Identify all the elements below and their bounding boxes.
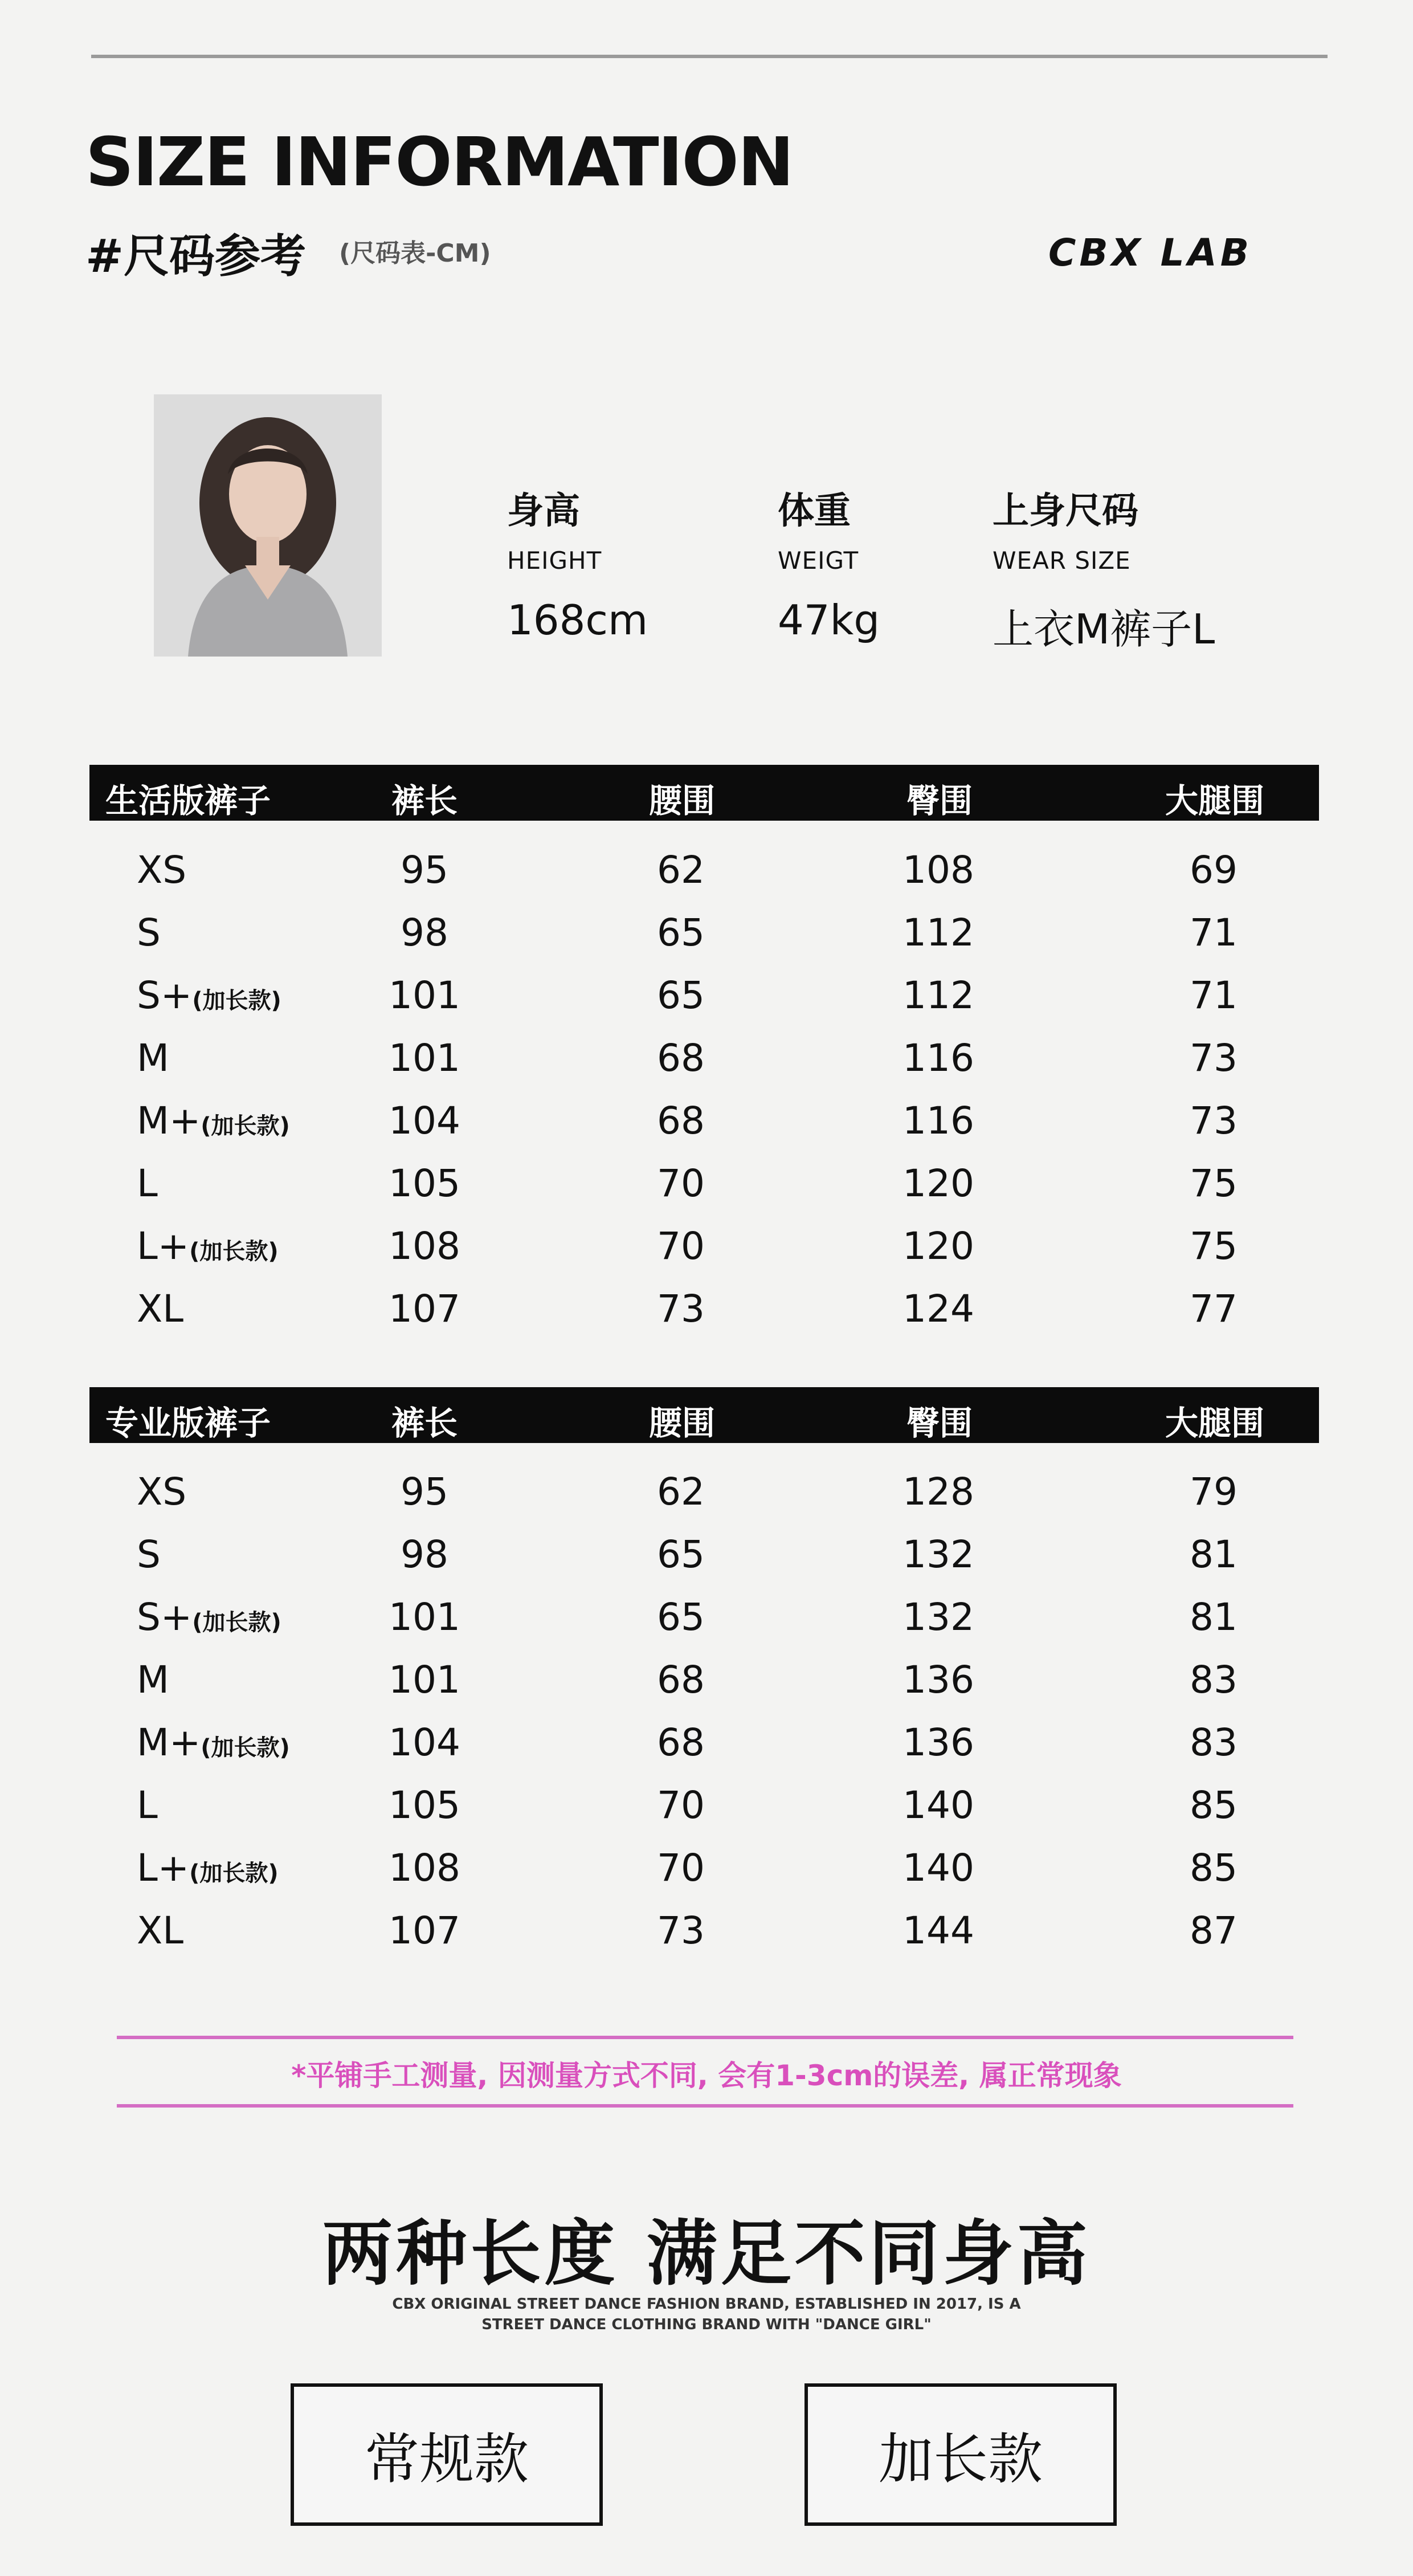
size-suffix: (加长款) [201, 1113, 290, 1139]
size-label: XL [137, 1909, 183, 1953]
size-suffix: (加长款) [192, 1609, 281, 1636]
wear-size-value: 上衣M裤子L [993, 605, 1215, 653]
waist-cell: 70 [657, 1846, 705, 1890]
size-label: S [137, 911, 161, 955]
hip-cell: 108 [902, 848, 974, 892]
header-length: 裤长 [391, 1404, 458, 1442]
hip-cell: 120 [902, 1224, 974, 1268]
hip-cell: 140 [902, 1783, 974, 1827]
length-cell: 101 [389, 973, 460, 1017]
header-waist: 腰围 [648, 781, 716, 820]
header-waist: 腰围 [648, 1404, 716, 1442]
long-style-button[interactable]: 加长款 [804, 2383, 1117, 2526]
hip-cell: 136 [902, 1721, 974, 1764]
size-label: L [137, 1161, 158, 1205]
size-cell [137, 1783, 158, 1827]
length-cell: 104 [389, 1099, 460, 1143]
waist-cell: 73 [657, 1287, 705, 1331]
thigh-cell: 69 [1190, 848, 1238, 892]
thigh-cell: 73 [1190, 1099, 1238, 1143]
length-banner: 两种长度 满足不同身高 [322, 2213, 1091, 2295]
size-cell [137, 1161, 158, 1205]
page-title: SIZE INFORMATION [85, 123, 793, 201]
waist-cell: 65 [657, 1595, 705, 1639]
length-cell: 95 [401, 848, 448, 892]
table-header-pro [89, 1387, 1319, 1443]
waist-cell: 73 [657, 1909, 705, 1953]
thigh-cell: 77 [1190, 1287, 1238, 1331]
height-label: 身高 [507, 490, 580, 532]
table-row [0, 1783, 1413, 1846]
hip-cell: 112 [902, 973, 974, 1017]
waist-cell: 62 [657, 848, 705, 892]
size-label: M [137, 1658, 169, 1702]
size-label: S [137, 1532, 161, 1576]
hip-cell: 120 [902, 1161, 974, 1205]
unit-note: (尺码表-CM) [339, 239, 491, 268]
size-label: XL [137, 1287, 183, 1331]
table-row [0, 911, 1413, 973]
size-cell [137, 1721, 290, 1764]
size-cell [137, 911, 161, 955]
length-cell: 105 [389, 1161, 460, 1205]
thigh-cell: 85 [1190, 1846, 1238, 1890]
height-value: 168cm [507, 596, 648, 644]
size-cell [137, 1909, 183, 1953]
length-cell: 101 [389, 1595, 460, 1639]
hip-cell: 112 [902, 911, 974, 955]
size-label: M+ [137, 1721, 201, 1764]
length-cell: 107 [389, 1909, 460, 1953]
table-row [0, 1595, 1413, 1658]
size-suffix: (加长款) [192, 988, 281, 1014]
header-length: 裤长 [391, 781, 458, 820]
model-photo [154, 394, 382, 657]
brand-description [0, 2294, 1413, 2335]
model-wear-size [993, 482, 1215, 655]
thigh-cell: 83 [1190, 1658, 1238, 1702]
thigh-cell: 85 [1190, 1783, 1238, 1827]
waist-cell: 70 [657, 1224, 705, 1268]
brand-description-line-1: CBX ORIGINAL STREET DANCE FASHION BRAND, ESTABLISHED IN 2017, IS A [392, 2296, 1021, 2313]
size-cell [137, 1595, 281, 1639]
size-cell [137, 1224, 279, 1268]
wear-size-label-en: WEAR SIZE [993, 547, 1131, 574]
size-cell [137, 1532, 161, 1576]
thigh-cell: 79 [1190, 1470, 1238, 1514]
page-subtitle: #尺码参考 [85, 230, 307, 283]
thigh-cell: 87 [1190, 1909, 1238, 1953]
size-label: M [137, 1036, 169, 1080]
size-suffix: (加长款) [189, 1238, 279, 1265]
header-style: 生活版裤子 [105, 781, 271, 820]
table-row [0, 1224, 1413, 1287]
length-cell: 107 [389, 1287, 460, 1331]
table-row [0, 973, 1413, 1036]
size-cell [137, 1658, 169, 1702]
length-cell: 101 [389, 1036, 460, 1080]
waist-cell: 68 [657, 1036, 705, 1080]
size-label: XS [137, 1470, 187, 1514]
length-cell: 108 [389, 1224, 460, 1268]
header-hip: 臀围 [906, 781, 973, 820]
header-thigh: 大腿围 [1165, 1404, 1265, 1442]
size-cell [137, 1287, 183, 1331]
hip-cell: 128 [902, 1470, 974, 1514]
table-row [0, 1470, 1413, 1532]
length-cell: 108 [389, 1846, 460, 1890]
thigh-cell: 83 [1190, 1721, 1238, 1764]
hip-cell: 140 [902, 1846, 974, 1890]
hip-cell: 116 [902, 1036, 974, 1080]
thigh-cell: 71 [1190, 911, 1238, 955]
table-row [0, 1846, 1413, 1909]
size-cell [137, 848, 186, 892]
table-row [0, 1721, 1413, 1783]
thigh-cell: 73 [1190, 1036, 1238, 1080]
table-row [0, 1658, 1413, 1721]
note-top-rule [117, 2036, 1293, 2039]
size-label: S+ [137, 973, 193, 1017]
table-row [0, 1287, 1413, 1350]
size-label: S+ [137, 1595, 193, 1639]
hip-cell: 132 [902, 1532, 974, 1576]
brand-logo: CBX LAB [1048, 231, 1253, 275]
table-row [0, 1909, 1413, 1971]
top-divider [91, 55, 1328, 58]
waist-cell: 62 [657, 1470, 705, 1514]
size-cell [137, 1470, 186, 1514]
waist-cell: 68 [657, 1099, 705, 1143]
hip-cell: 132 [902, 1595, 974, 1639]
length-cell: 105 [389, 1783, 460, 1827]
header-hip: 臀围 [906, 1404, 973, 1442]
size-label: M+ [137, 1099, 201, 1143]
brand-description-line-2: STREET DANCE CLOTHING BRAND WITH "DANCE GIRL" [481, 2316, 932, 2333]
height-label-en: HEIGHT [507, 547, 602, 574]
table-row [0, 1161, 1413, 1224]
table-row [0, 1532, 1413, 1595]
waist-cell: 65 [657, 911, 705, 955]
size-label: L [137, 1783, 158, 1827]
waist-cell: 65 [657, 973, 705, 1017]
model-height [507, 482, 648, 644]
note-bottom-rule [117, 2104, 1293, 2108]
thigh-cell: 75 [1190, 1224, 1238, 1268]
hip-cell: 124 [902, 1287, 974, 1331]
measurement-note: *平铺手工测量, 因测量方式不同, 会有1-3cm的误差, 属正常现象 [291, 2059, 1122, 2092]
waist-cell: 68 [657, 1658, 705, 1702]
thigh-cell: 81 [1190, 1595, 1238, 1639]
length-cell: 104 [389, 1721, 460, 1764]
hip-cell: 136 [902, 1658, 974, 1702]
header-style: 专业版裤子 [105, 1404, 271, 1442]
size-cell [137, 1846, 279, 1890]
length-cell: 98 [401, 911, 448, 955]
wear-size-label: 上身尺码 [993, 490, 1138, 532]
model-weight [778, 482, 880, 644]
waist-cell: 70 [657, 1783, 705, 1827]
table-row [0, 848, 1413, 911]
table-row [0, 1036, 1413, 1099]
size-cell [137, 973, 281, 1017]
size-suffix: (加长款) [201, 1735, 290, 1761]
size-label: XS [137, 848, 187, 892]
table-header-casual [89, 765, 1319, 821]
header-thigh: 大腿围 [1165, 781, 1265, 820]
size-cell [137, 1099, 290, 1143]
length-cell: 95 [401, 1470, 448, 1514]
weight-value: 47kg [778, 596, 880, 644]
size-label: L+ [137, 1224, 190, 1268]
weight-label-en: WEIGT [778, 547, 859, 574]
size-suffix: (加长款) [189, 1860, 279, 1886]
thigh-cell: 75 [1190, 1161, 1238, 1205]
waist-cell: 68 [657, 1721, 705, 1764]
length-cell: 101 [389, 1658, 460, 1702]
table-row [0, 1099, 1413, 1161]
length-cell: 98 [401, 1532, 448, 1576]
thigh-cell: 81 [1190, 1532, 1238, 1576]
hip-cell: 116 [902, 1099, 974, 1143]
waist-cell: 65 [657, 1532, 705, 1576]
waist-cell: 70 [657, 1161, 705, 1205]
size-label: L+ [137, 1846, 190, 1890]
hip-cell: 144 [902, 1909, 974, 1953]
regular-style-button[interactable]: 常规款 [291, 2383, 603, 2526]
thigh-cell: 71 [1190, 973, 1238, 1017]
size-cell [137, 1036, 169, 1080]
weight-label: 体重 [778, 490, 851, 532]
